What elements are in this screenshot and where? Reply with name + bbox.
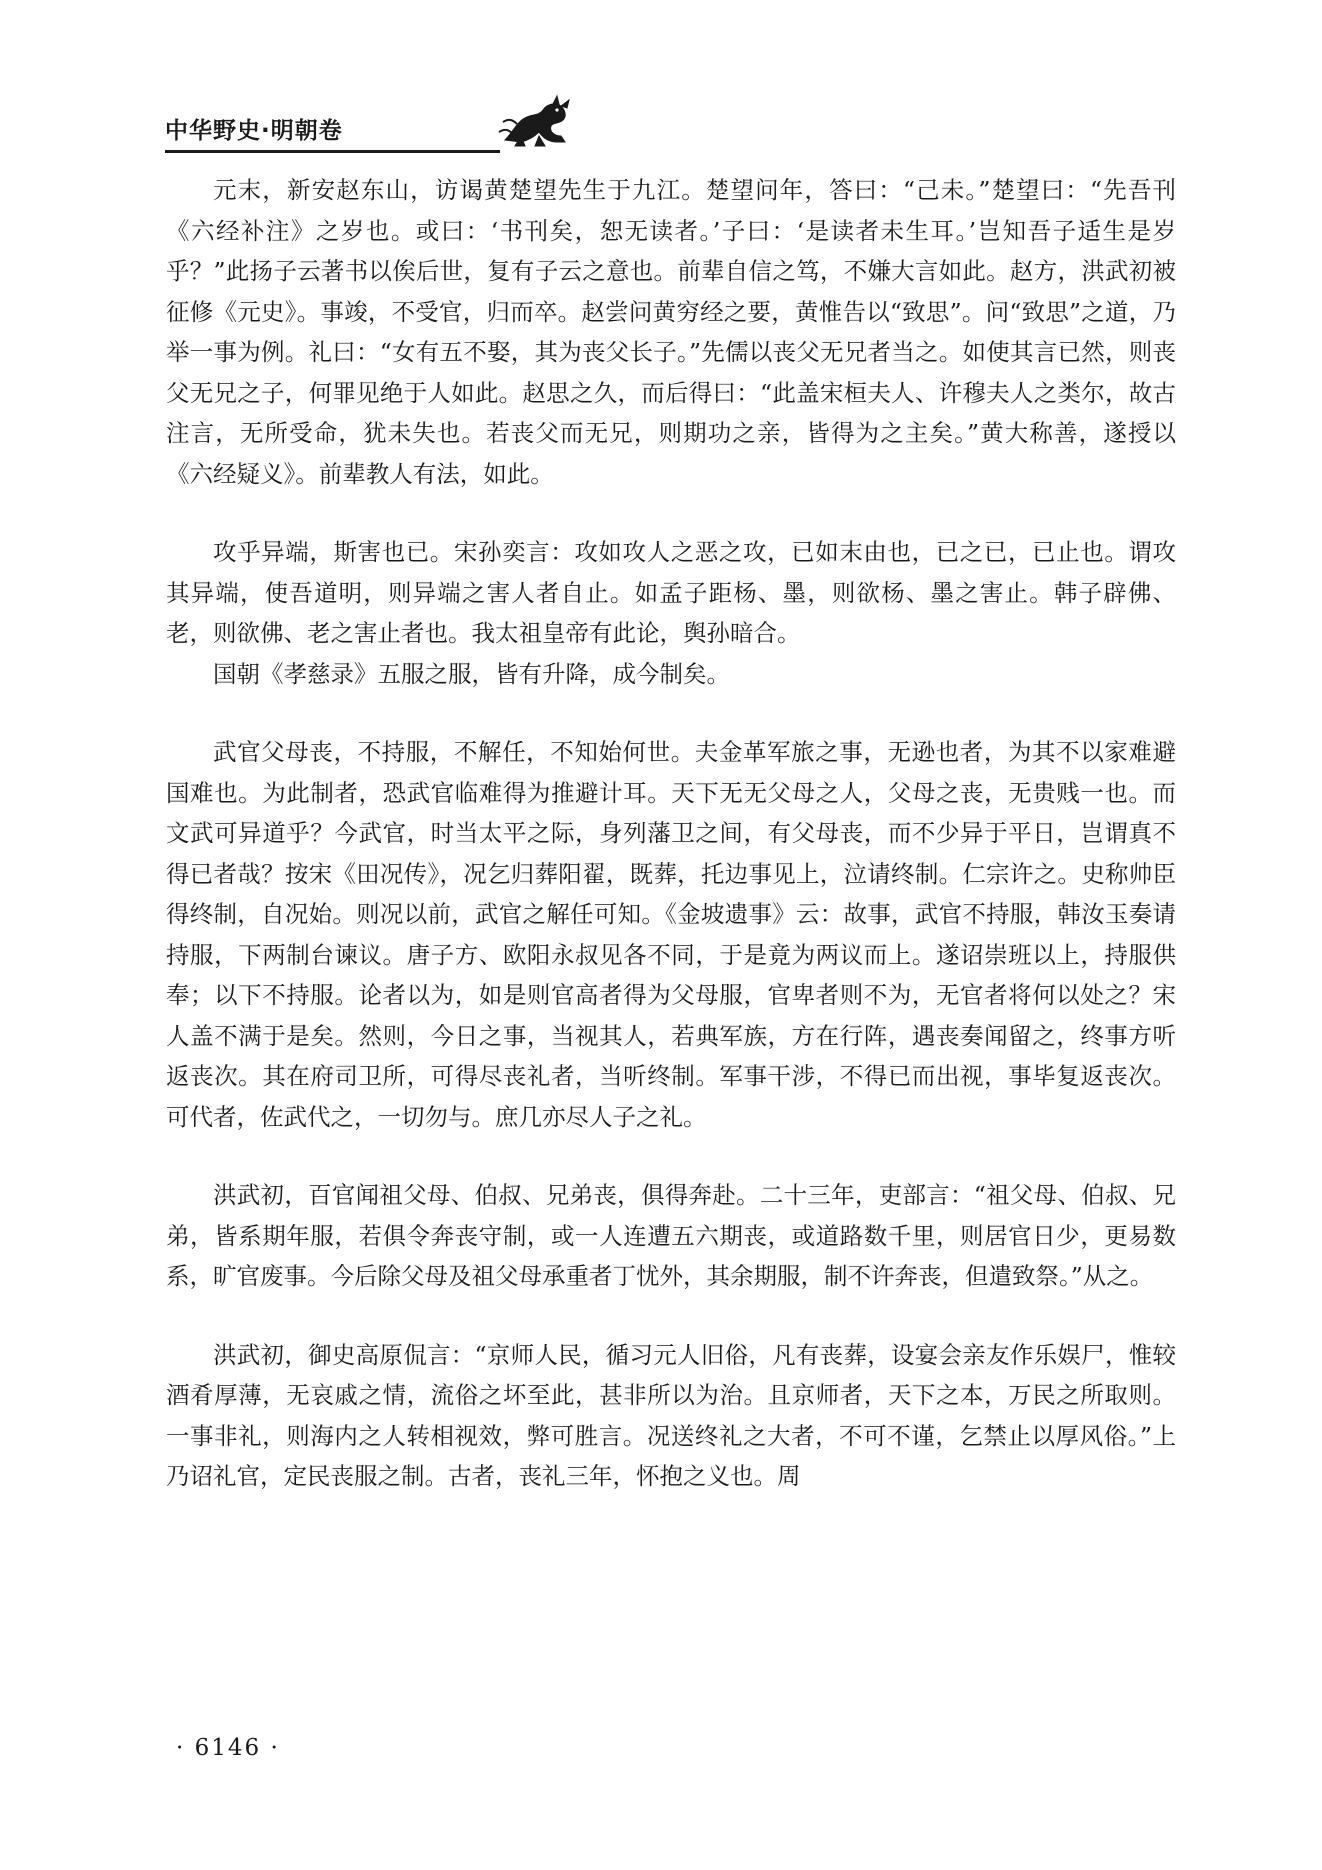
paragraph: 攻乎异端，斯害也已。宋孙奕言：攻如攻人之恶之攻，已如末由也，已之已，已止也。谓攻其异端，使吾道明，则异端之害人者自止。如孟子距杨、墨，则欲杨、墨之害止。韩子辟佛、老，则欲佛、老之害止者也。我太祖皇帝有此论，舆孙暗合。 [166, 538, 1176, 647]
paragraph: 洪武初，御史高原侃言：“京师人民，循习元人旧俗，凡有丧葬，设宴会亲友作乐娱尸，惟较酒肴厚薄，无哀戚之情，流俗之坏至此，甚非所以为治。且京师者，天下之本，万民之所取则。一事非礼，则海内之人转相视效，弊可胜言。况送终礼之大者，不可不谨，乞禁止以厚风俗。”上乃诏礼官，定民丧服之制。古者，丧礼三年，怀抱之义也。周 [166, 1340, 1176, 1490]
header-rule [165, 150, 500, 153]
page-number: · 6146 · [176, 1735, 280, 1761]
paragraph: 国朝《孝慈录》五服之服，皆有升降，成今制矣。 [213, 659, 730, 688]
main-text [166, 170, 1176, 1497]
dragon-emblem-icon [495, 92, 575, 154]
paragraph: 洪武初，百官闻祖父母、伯叔、兄弟丧，俱得奔赴。二十三年，吏部言：“祖父母、伯叔、兄弟，皆系期年服，若俱令奔丧守制，或一人连遭五六期丧，或道路数千里，则居官日少，更易数系，旷官废事。今后除父母及祖父母承重者丁忧外，其余期服，制不许奔丧，但遣致祭。”从之。 [166, 1181, 1176, 1290]
paragraph: 元末，新安赵东山，访谒黄楚望先生于九江。楚望问年，答曰：“己未。”楚望曰：“先吾刊《六经补注》之岁也。或曰：‘书刊矣，恕无读者。’子曰：‘是读者未生耳。’岂知吾子适生是岁乎？”此扬子云著书以俟后世，复有子云之意也。前辈自信之笃，不嫌大言如此。赵方，洪武初被征修《元史》。事竣，不受官，归而卒。赵尝问黄穷经之要，黄惟告以“致思”。问“致思”之道，乃举一事为例。礼曰：“女有五不娶，其为丧父长子。”先儒以丧父无兄者当之。如使其言已然，则丧父无兄之子，何罪见绝于人如此。赵思之久，而后得曰：“此盖宋桓夫人、许穆夫人之类尔，故古注言，无所受命，犹未失也。若丧父而无兄，则期功之亲，皆得为之主矣。”黄大称善，遂授以《六经疑义》。前辈教人有法，如此。 [166, 176, 1176, 488]
page-header [165, 92, 575, 154]
book-title: 中华野史·明朝卷 [165, 118, 343, 144]
paragraph: 武官父母丧，不持服，不解任，不知始何世。夫金革军旅之事，无逊也者，为其不以家难避国难也。为此制者，恐武官临难得为推避计耳。天下无无父母之人，父母之丧，无贵贱一也。而文武可异道乎？今武官，时当太平之际，身列藩卫之间，有父母丧，而不少异于平日，岂谓真不得已者哉？按宋《田况传》，况乞归葬阳翟，既葬，托边事见上，泣请终制。仁宗许之。史称帅臣得终制，自况始。则况以前，武官之解任可知。《金坡遗事》云：故事，武官不持服，韩汝玉奏请持服，下两制台谏议。唐子方、欧阳永叔见各不同，于是竟为两议而上。遂诏崇班以上，持服供奉；以下不持服。论者以为，如是则官高者得为父母服，官卑者则不为，无官者将何以处之？宋人盖不满于是矣。然则，今日之事，当视其人，若典军族，方在行阵，遇丧奏闻留之，终事方听返丧次。其在府司卫所，可得尽丧礼者，当听终制。军事干涉，不得已而出视，事毕复返丧次。可代者，佐武代之，一切勿与。庶几亦尽人子之礼。 [166, 738, 1176, 1131]
